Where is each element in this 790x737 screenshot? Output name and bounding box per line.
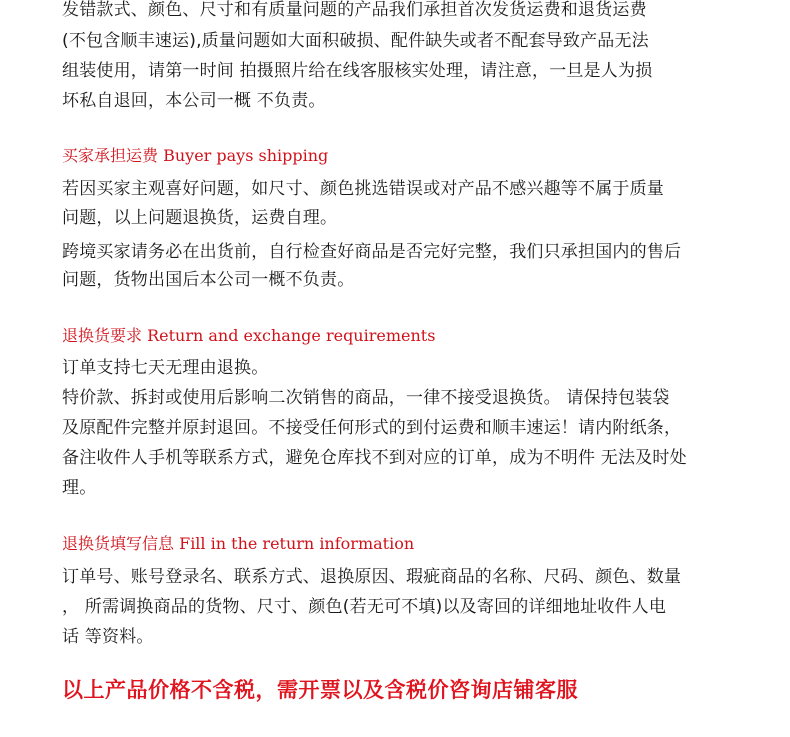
return-requirements-line: 及原配件完整并原封退回。不接受任何形式的到付运费和顺丰速运！请内附纸条， [62,418,682,438]
buyer-shipping-line: 问题，以上问题退换货，运费自理。 [62,208,338,228]
return-requirements-line: 订单支持七天无理由退换。 [62,358,269,378]
return-info-line: 话 等资料。 [62,627,154,647]
intro-line: 发错款式、颜色、尺寸和有质量问题的产品我们承担首次发货运费和退货运费 [62,0,647,20]
tax-notice: 以上产品价格不含税，需开票以及含税价咨询店铺客服 [62,678,578,702]
section-heading-buyer-shipping: 买家承担运费 Buyer pays shipping [62,146,329,165]
return-requirements-line: 备注收件人手机等联系方式，避免仓库找不到对应的订单，成为不明件 无法及时处 [62,448,687,468]
buyer-shipping-line: 跨境买家请务必在出货前，自行检查好商品是否完好完整，我们只承担国内的售后 [62,242,682,262]
intro-line: 组装使用，请第一时间 拍摄照片给在线客服核实处理，请注意，一旦是人为损 [62,61,653,81]
buyer-shipping-line: 问题，货物出国后本公司一概不负责。 [62,270,355,290]
intro-line: (不包含顺丰速运),质量问题如大面积破损、配件缺失或者不配套导致产品无法 [62,31,649,51]
return-info-line: ， 所需调换商品的货物、尺寸、颜色(若无可不填)以及寄回的详细地址收件人电 [62,597,667,617]
buyer-shipping-line: 若因买家主观喜好问题，如尺寸、颜色挑选错误或对产品不感兴趣等不属于质量 [62,179,664,199]
return-info-line: 订单号、账号登录名、联系方式、退换原因、瑕疵商品的名称、尺码、颜色、数量 [62,567,682,587]
section-heading-return-requirements: 退换货要求 Return and exchange requirements [62,326,436,345]
intro-line: 坏私自退回，本公司一概 不负责。 [62,91,326,111]
return-requirements-line: 理。 [62,478,97,498]
return-requirements-line: 特价款、拆封或使用后影响二次销售的商品，一律不接受退换货。 请保持包装袋 [62,388,670,408]
section-heading-return-info: 退换货填写信息 Fill in the return information [62,534,415,553]
